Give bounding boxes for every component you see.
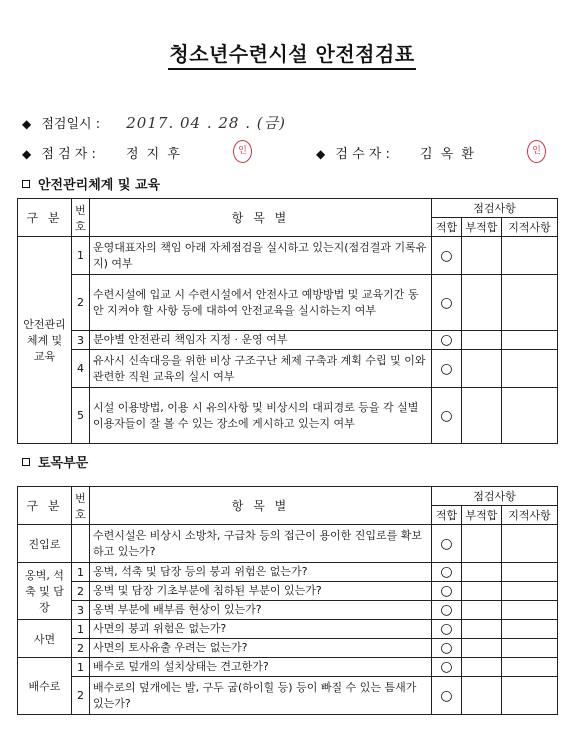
ok-mark: ○ [432,677,462,715]
item-text: 옹벽 및 담장 기초부분에 침하된 부분이 있는가? [90,582,432,601]
row-number: 1 [72,658,90,677]
item-text: 배수로의 덮개에는 발, 구두 굽(하이힐 등) 등이 빠질 수 있는 틈새가 있는가? [90,677,432,715]
row-number: 1 [72,620,90,639]
ok-mark: ○ [432,350,462,388]
item-text: 분야별 안전관리 책임자 지정 · 운영 여부 [90,331,432,350]
table-row [18,525,558,563]
row-number: 5 [72,388,90,444]
not-ok-mark [462,601,502,620]
inspector-row [22,143,182,162]
table-row [18,677,558,715]
row-number: 2 [72,275,90,331]
section-title-civil: 토목부문 [22,452,88,471]
header-number: 번호 [72,487,90,525]
item-text: 옹벽 부분에 배부름 현상이 있는가? [90,601,432,620]
notes-cell [502,658,558,677]
header-not-ok: 부적합 [462,218,502,237]
not-ok-mark [462,388,502,444]
table-row [18,601,558,620]
item-text: 수련시설은 비상시 소방차, 구급차 등의 접근이 용이한 진입로를 확보하고 있는가? [90,525,432,563]
category-cell: 진입로 [18,525,72,563]
not-ok-mark [462,237,502,275]
header-items: 항 목 별 [90,487,432,525]
item-text: 옹벽, 석축 및 담장 등의 붕괴 위험은 없는가? [90,563,432,582]
notes-cell [502,388,558,444]
notes-cell [502,331,558,350]
civil-engineering-table [17,486,558,715]
ok-mark: ○ [432,388,462,444]
header-category: 구 분 [18,487,72,525]
diamond-bullet-icon: ◆ [22,147,32,161]
ok-mark: ○ [432,582,462,601]
table-row [18,350,558,388]
table-row [18,275,558,331]
reviewer-seal-stamp: 인 [527,140,546,163]
row-number: 4 [72,350,90,388]
table-row [18,639,558,658]
header-items: 항 목 별 [90,199,432,237]
item-text: 유사시 신속대응을 위한 비상 구조구난 체제 구축과 계획 수립 및 이와 관련한 직원 교육의 실시 여부 [90,350,432,388]
document-title: 청소년수련시설 안전점검표 [169,42,415,66]
inspection-date-label: 점검일시 : [41,117,101,132]
header-number: 번호 [72,199,90,237]
inspector-label: 점 검 자 : [41,147,96,162]
inspection-date-value: 2017. 04 . 28 . (금) [126,114,286,132]
inspector-seal-stamp: 인 [233,140,252,163]
inspector-name: 정 지 후 [125,147,182,162]
table-row [18,331,558,350]
notes-cell [502,350,558,388]
item-text: 배수로 덮개의 설치상태는 견고한가? [90,658,432,677]
category-cell: 배수로 [18,658,72,715]
row-number: 3 [72,331,90,350]
ok-mark: ○ [432,620,462,639]
table-row [18,658,558,677]
notes-cell [502,620,558,639]
not-ok-mark [462,639,502,658]
header-check: 점검사항 [432,199,558,218]
header-ok: 적합 [432,218,462,237]
not-ok-mark [462,658,502,677]
header-notes: 지적사항 [502,506,558,525]
notes-cell [502,639,558,658]
diamond-bullet-icon: ◆ [22,117,32,131]
reviewer-label: 검 수 자 : [335,147,390,162]
header-notes: 지적사항 [502,218,558,237]
not-ok-mark [462,331,502,350]
row-number: 2 [72,677,90,715]
reviewer-name: 김 옥 환 [419,147,476,162]
row-number: 1 [72,563,90,582]
safety-management-table [17,198,558,444]
notes-cell [502,677,558,715]
table-row [18,563,558,582]
table-row [18,620,558,639]
item-text: 수련시설에 입교 시 수련시설에서 안전사고 예방방법 및 교육기간 동안 지켜야 할 사항 등에 대하여 안전교육을 실시하는지 여부 [90,275,432,331]
ok-mark: ○ [432,658,462,677]
notes-cell [502,563,558,582]
row-number: 3 [72,601,90,620]
category-cell: 사면 [18,620,72,658]
square-bullet-icon [22,180,30,188]
title-underline [168,68,416,70]
reviewer-row [316,143,476,162]
not-ok-mark [462,350,502,388]
header-not-ok: 부적합 [462,506,502,525]
header-category: 구 분 [18,199,72,237]
category-cell: 안전관리 체계 및 교육 [18,237,72,444]
table-row [18,582,558,601]
item-text: 사면의 토사유출 우려는 없는가? [90,639,432,658]
ok-mark: ○ [432,639,462,658]
notes-cell [502,275,558,331]
square-bullet-icon [22,458,30,466]
notes-cell [502,237,558,275]
section-title-safety: 안전관리체계 및 교육 [22,174,160,193]
not-ok-mark [462,620,502,639]
header-ok: 적합 [432,506,462,525]
not-ok-mark [462,275,502,331]
not-ok-mark [462,525,502,563]
inspection-date-row [22,112,286,133]
notes-cell [502,525,558,563]
not-ok-mark [462,677,502,715]
category-cell: 옹벽, 석축 및 담장 [18,563,72,620]
row-number: 2 [72,582,90,601]
ok-mark: ○ [432,331,462,350]
table-row [18,237,558,275]
diamond-bullet-icon: ◆ [316,147,326,161]
item-text: 운영대표자의 책임 아래 자체점검을 실시하고 있는지(점검결과 기록유지) 여부 [90,237,432,275]
row-number: 2 [72,639,90,658]
header-check: 점검사항 [432,487,558,506]
ok-mark: ○ [432,563,462,582]
table-row [18,388,558,444]
notes-cell [502,601,558,620]
ok-mark: ○ [432,275,462,331]
row-number: 1 [72,237,90,275]
ok-mark: ○ [432,601,462,620]
ok-mark: ○ [432,525,462,563]
ok-mark: ○ [432,237,462,275]
item-text: 시설 이용방법, 이용 시 유의사항 및 비상시의 대피경로 등을 각 실별 이용자들이 잘 볼 수 있는 장소에 게시하고 있는지 여부 [90,388,432,444]
not-ok-mark [462,582,502,601]
row-number [72,525,90,563]
item-text: 사면의 붕괴 위험은 없는가? [90,620,432,639]
not-ok-mark [462,563,502,582]
notes-cell [502,582,558,601]
